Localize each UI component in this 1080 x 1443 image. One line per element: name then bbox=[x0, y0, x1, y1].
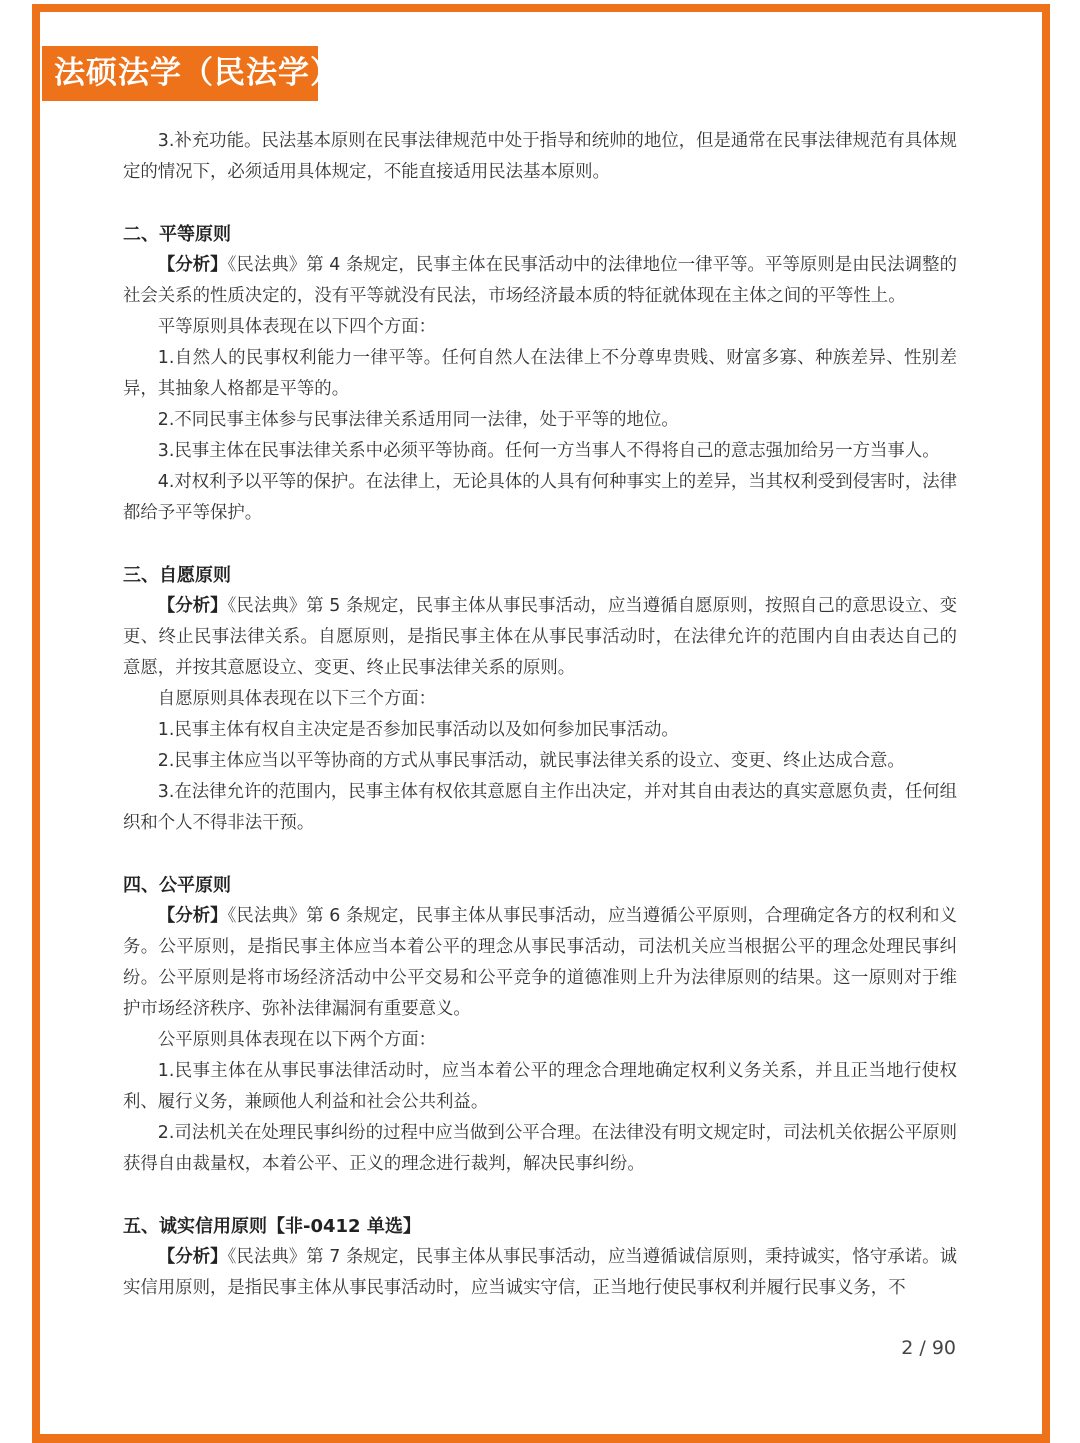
analysis-label: 【分析】 bbox=[157, 906, 228, 926]
analysis-paragraph-voluntariness bbox=[123, 591, 957, 684]
list-item: 1.民事主体有权自主决定是否参加民事活动以及如何参加民事活动。 bbox=[157, 720, 679, 740]
list-item: 2.民事主体应当以平等协商的方式从事民事活动，就民事法律关系的设立、变更、终止达成合意。 bbox=[157, 751, 905, 771]
document-body bbox=[123, 126, 957, 1304]
analysis-paragraph-good-faith bbox=[123, 1242, 957, 1304]
list-item: 1.自然人的民事权利能力一律平等。任何自然人在法律上不分尊卑贵贱、财富多寡、种族差异、性别差异，其抽象人格都是平等的。 bbox=[123, 348, 957, 399]
section-heading-equality: 二、平等原则 bbox=[123, 224, 231, 245]
analysis-label: 【分析】 bbox=[157, 596, 228, 616]
list-lead: 平等原则具体表现在以下四个方面： bbox=[157, 317, 437, 337]
page-title: 法硕法学（民法学） bbox=[42, 46, 318, 101]
page-number: 2 / 90 bbox=[901, 1337, 956, 1359]
section-heading-fairness: 四、公平原则 bbox=[123, 875, 231, 896]
paragraph-intro: 3.补充功能。民法基本原则在民事法律规范中处于指导和统帅的地位，但是通常在民事法律规范有具体规定的情况下，必须适用具体规定，不能直接适用民法基本原则。 bbox=[123, 131, 957, 182]
analysis-text: 《民法典》第 4 条规定，民事主体在民事活动中的法律地位一律平等。平等原则是由民法调整的社会关系的性质决定的，没有平等就没有民法，市场经济最本质的特征就体现在主体之间的平等性上。 bbox=[123, 255, 957, 306]
list-item: 3.在法律允许的范围内，民事主体有权依其意愿自主作出决定，并对其自由表达的真实意愿负责，任何组织和个人不得非法干预。 bbox=[123, 782, 957, 833]
list-item: 1.民事主体在从事民事法律活动时，应当本着公平的理念合理地确定权利义务关系，并且正当地行使权利、履行义务，兼顾他人利益和社会公共利益。 bbox=[123, 1061, 957, 1112]
list-item: 2.司法机关在处理民事纠纷的过程中应当做到公平合理。在法律没有明文规定时，司法机关依据公平原则获得自由裁量权，本着公平、正义的理念进行裁判，解决民事纠纷。 bbox=[123, 1123, 957, 1174]
section-heading-good-faith: 五、诚实信用原则【非-0412 单选】 bbox=[123, 1216, 421, 1237]
analysis-text: 《民法典》第 6 条规定，民事主体从事民事活动，应当遵循公平原则，合理确定各方的权利和义务。公平原则，是指民事主体应当本着公平的理念从事民事活动，司法机关应当根据公平的理念处理民事纠纷。公平原则是将市场经济活动中公平交易和公平竞争的道德准则上升为法律原则的结果。这一原则对于维护市场经济秩序、弥补法律漏洞有重要意义。 bbox=[123, 906, 957, 1019]
analysis-label: 【分析】 bbox=[157, 1247, 228, 1267]
analysis-paragraph-fairness bbox=[123, 901, 957, 1025]
list-lead: 公平原则具体表现在以下两个方面： bbox=[157, 1030, 437, 1050]
list-lead: 自愿原则具体表现在以下三个方面： bbox=[157, 689, 437, 709]
analysis-label: 【分析】 bbox=[157, 255, 228, 275]
analysis-text: 《民法典》第 7 条规定，民事主体从事民事活动，应当遵循诚信原则，秉持诚实，恪守承诺。诚实信用原则，是指民事主体从事民事活动时，应当诚实守信，正当地行使民事权利并履行民事义务，不 bbox=[123, 1247, 957, 1298]
section-heading-voluntariness: 三、自愿原则 bbox=[123, 565, 231, 586]
analysis-paragraph-equality bbox=[123, 250, 957, 312]
analysis-text: 《民法典》第 5 条规定，民事主体从事民事活动，应当遵循自愿原则，按照自己的意思设立、变更、终止民事法律关系。自愿原则，是指民事主体在从事民事活动时，在法律允许的范围内自由表达自己的意愿，并按其意愿设立、变更、终止民事法律关系的原则。 bbox=[123, 596, 957, 678]
list-item: 3.民事主体在民事法律关系中必须平等协商。任何一方当事人不得将自己的意志强加给另一方当事人。 bbox=[157, 441, 940, 461]
list-item: 2.不同民事主体参与民事法律关系适用同一法律，处于平等的地位。 bbox=[157, 410, 679, 430]
list-item: 4.对权利予以平等的保护。在法律上，无论具体的人具有何种事实上的差异，当其权利受到侵害时，法律都给予平等保护。 bbox=[123, 472, 957, 523]
